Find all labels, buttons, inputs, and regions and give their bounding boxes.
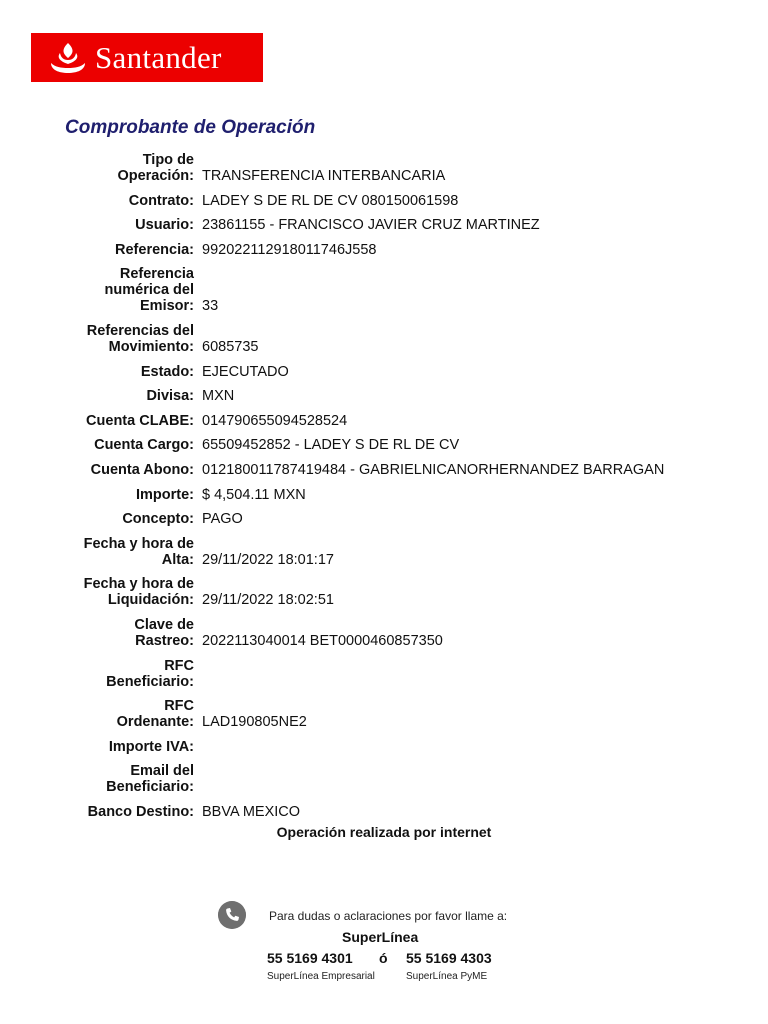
phone-number-empresarial: 55 5169 4301	[267, 950, 353, 966]
field-label-line: Usuario:	[135, 217, 194, 234]
field-label-line: Fecha y hora de	[83, 535, 194, 552]
field-label-line: Estado:	[140, 363, 194, 380]
field-label-line: Liquidación:	[107, 592, 194, 609]
field-value: BBVA MEXICO	[202, 804, 301, 820]
phone-number-pyme: 55 5169 4303	[406, 950, 492, 966]
operation-note: Operación realizada por internet	[276, 824, 492, 840]
field-label	[44, 576, 194, 608]
field-label	[44, 152, 194, 184]
field-label	[44, 193, 194, 209]
field-value: TRANSFERENCIA INTERBANCARIA	[202, 168, 446, 184]
santander-flame-icon	[48, 41, 88, 75]
field-label	[44, 763, 194, 795]
field-value: 65509452852 - LADEY S DE RL DE CV	[202, 437, 460, 454]
field-label-line: Operación:	[117, 168, 194, 184]
field-label-line: RFC	[164, 657, 194, 674]
santander-logo	[31, 33, 263, 82]
field-value: LAD190805NE2	[202, 714, 307, 731]
field-label-line: Beneficiario:	[106, 779, 194, 796]
field-label-line: Importe:	[136, 486, 194, 503]
field-label-line: Tipo de	[142, 152, 194, 168]
field-label	[44, 804, 194, 820]
field-label-line: Email del	[130, 763, 194, 780]
field-value: EJECUTADO	[202, 363, 289, 380]
field-label	[44, 266, 194, 314]
field-value: LADEY S DE RL DE CV 080150061598	[202, 192, 459, 209]
field-value: $ 4,504.11 MXN	[202, 486, 306, 503]
field-label-line: Cuenta CLABE:	[86, 412, 194, 429]
phone-separator: ó	[379, 950, 388, 966]
field-label-line: Concepto:	[122, 511, 194, 528]
field-label-line: Rastreo:	[135, 633, 194, 649]
field-value: 23861155 - FRANCISCO JAVIER CRUZ MARTINEZ	[202, 217, 540, 234]
field-label-line: Fecha y hora de	[83, 576, 194, 593]
field-value: 992022112918011746J558	[202, 241, 377, 258]
field-value: 012180011787419484 - GABRIELNICANORHERNANDEZ BARRAGAN	[202, 462, 665, 478]
field-value: 29/11/2022 18:01:17	[202, 551, 334, 568]
field-label-line: Clave de	[134, 617, 194, 633]
field-label	[44, 511, 194, 527]
field-label-line: Ordenante:	[116, 714, 194, 731]
field-label-line: Movimiento:	[108, 339, 194, 355]
field-label	[44, 462, 194, 478]
field-value: 014790655094528524	[202, 412, 348, 429]
field-label-line: Contrato:	[128, 192, 194, 209]
field-label	[44, 217, 194, 233]
field-label	[44, 739, 194, 755]
field-value: 33	[202, 298, 219, 315]
page-title: Comprobante de Operación	[65, 117, 316, 138]
field-label-line: RFC	[164, 698, 194, 715]
field-label	[44, 536, 194, 568]
brand-name: Santander	[95, 40, 222, 75]
field-label-line: Cuenta Abono:	[90, 462, 194, 478]
field-label	[44, 364, 194, 380]
field-label	[44, 487, 194, 503]
field-label	[44, 242, 194, 258]
field-value: MXN	[202, 388, 235, 405]
field-label	[44, 658, 194, 690]
phone-icon	[218, 901, 246, 929]
field-label	[44, 388, 194, 404]
field-label-line: numérica del	[104, 282, 194, 299]
field-label-line: Alta:	[161, 551, 194, 568]
phone-label-empresarial: SuperLínea Empresarial	[267, 971, 375, 982]
field-label	[44, 413, 194, 429]
field-label-line: Referencia	[119, 266, 194, 283]
field-value: PAGO	[202, 511, 243, 528]
phone-label-pyme: SuperLínea PyME	[406, 971, 488, 982]
field-value: 29/11/2022 18:02:51	[202, 592, 334, 609]
field-label	[44, 698, 194, 730]
field-label-line: Cuenta Cargo:	[94, 437, 194, 454]
field-label-line: Divisa:	[146, 388, 194, 405]
field-label	[44, 617, 194, 649]
superlinea-title: SuperLínea	[342, 929, 419, 945]
field-label-line: Beneficiario:	[106, 673, 194, 690]
field-label-line: Banco Destino:	[87, 804, 194, 820]
help-text: Para dudas o aclaraciones por favor llame a:	[269, 909, 508, 923]
field-label	[44, 323, 194, 355]
field-label-line: Referencias del	[86, 323, 194, 339]
field-label-line: Emisor:	[140, 298, 194, 315]
field-value: 6085735	[202, 339, 259, 355]
field-label	[44, 437, 194, 453]
field-label-line: Importe IVA:	[108, 738, 194, 755]
field-value: 2022113040014 BET0000460857350	[202, 633, 443, 649]
field-label-line: Referencia:	[115, 241, 194, 258]
